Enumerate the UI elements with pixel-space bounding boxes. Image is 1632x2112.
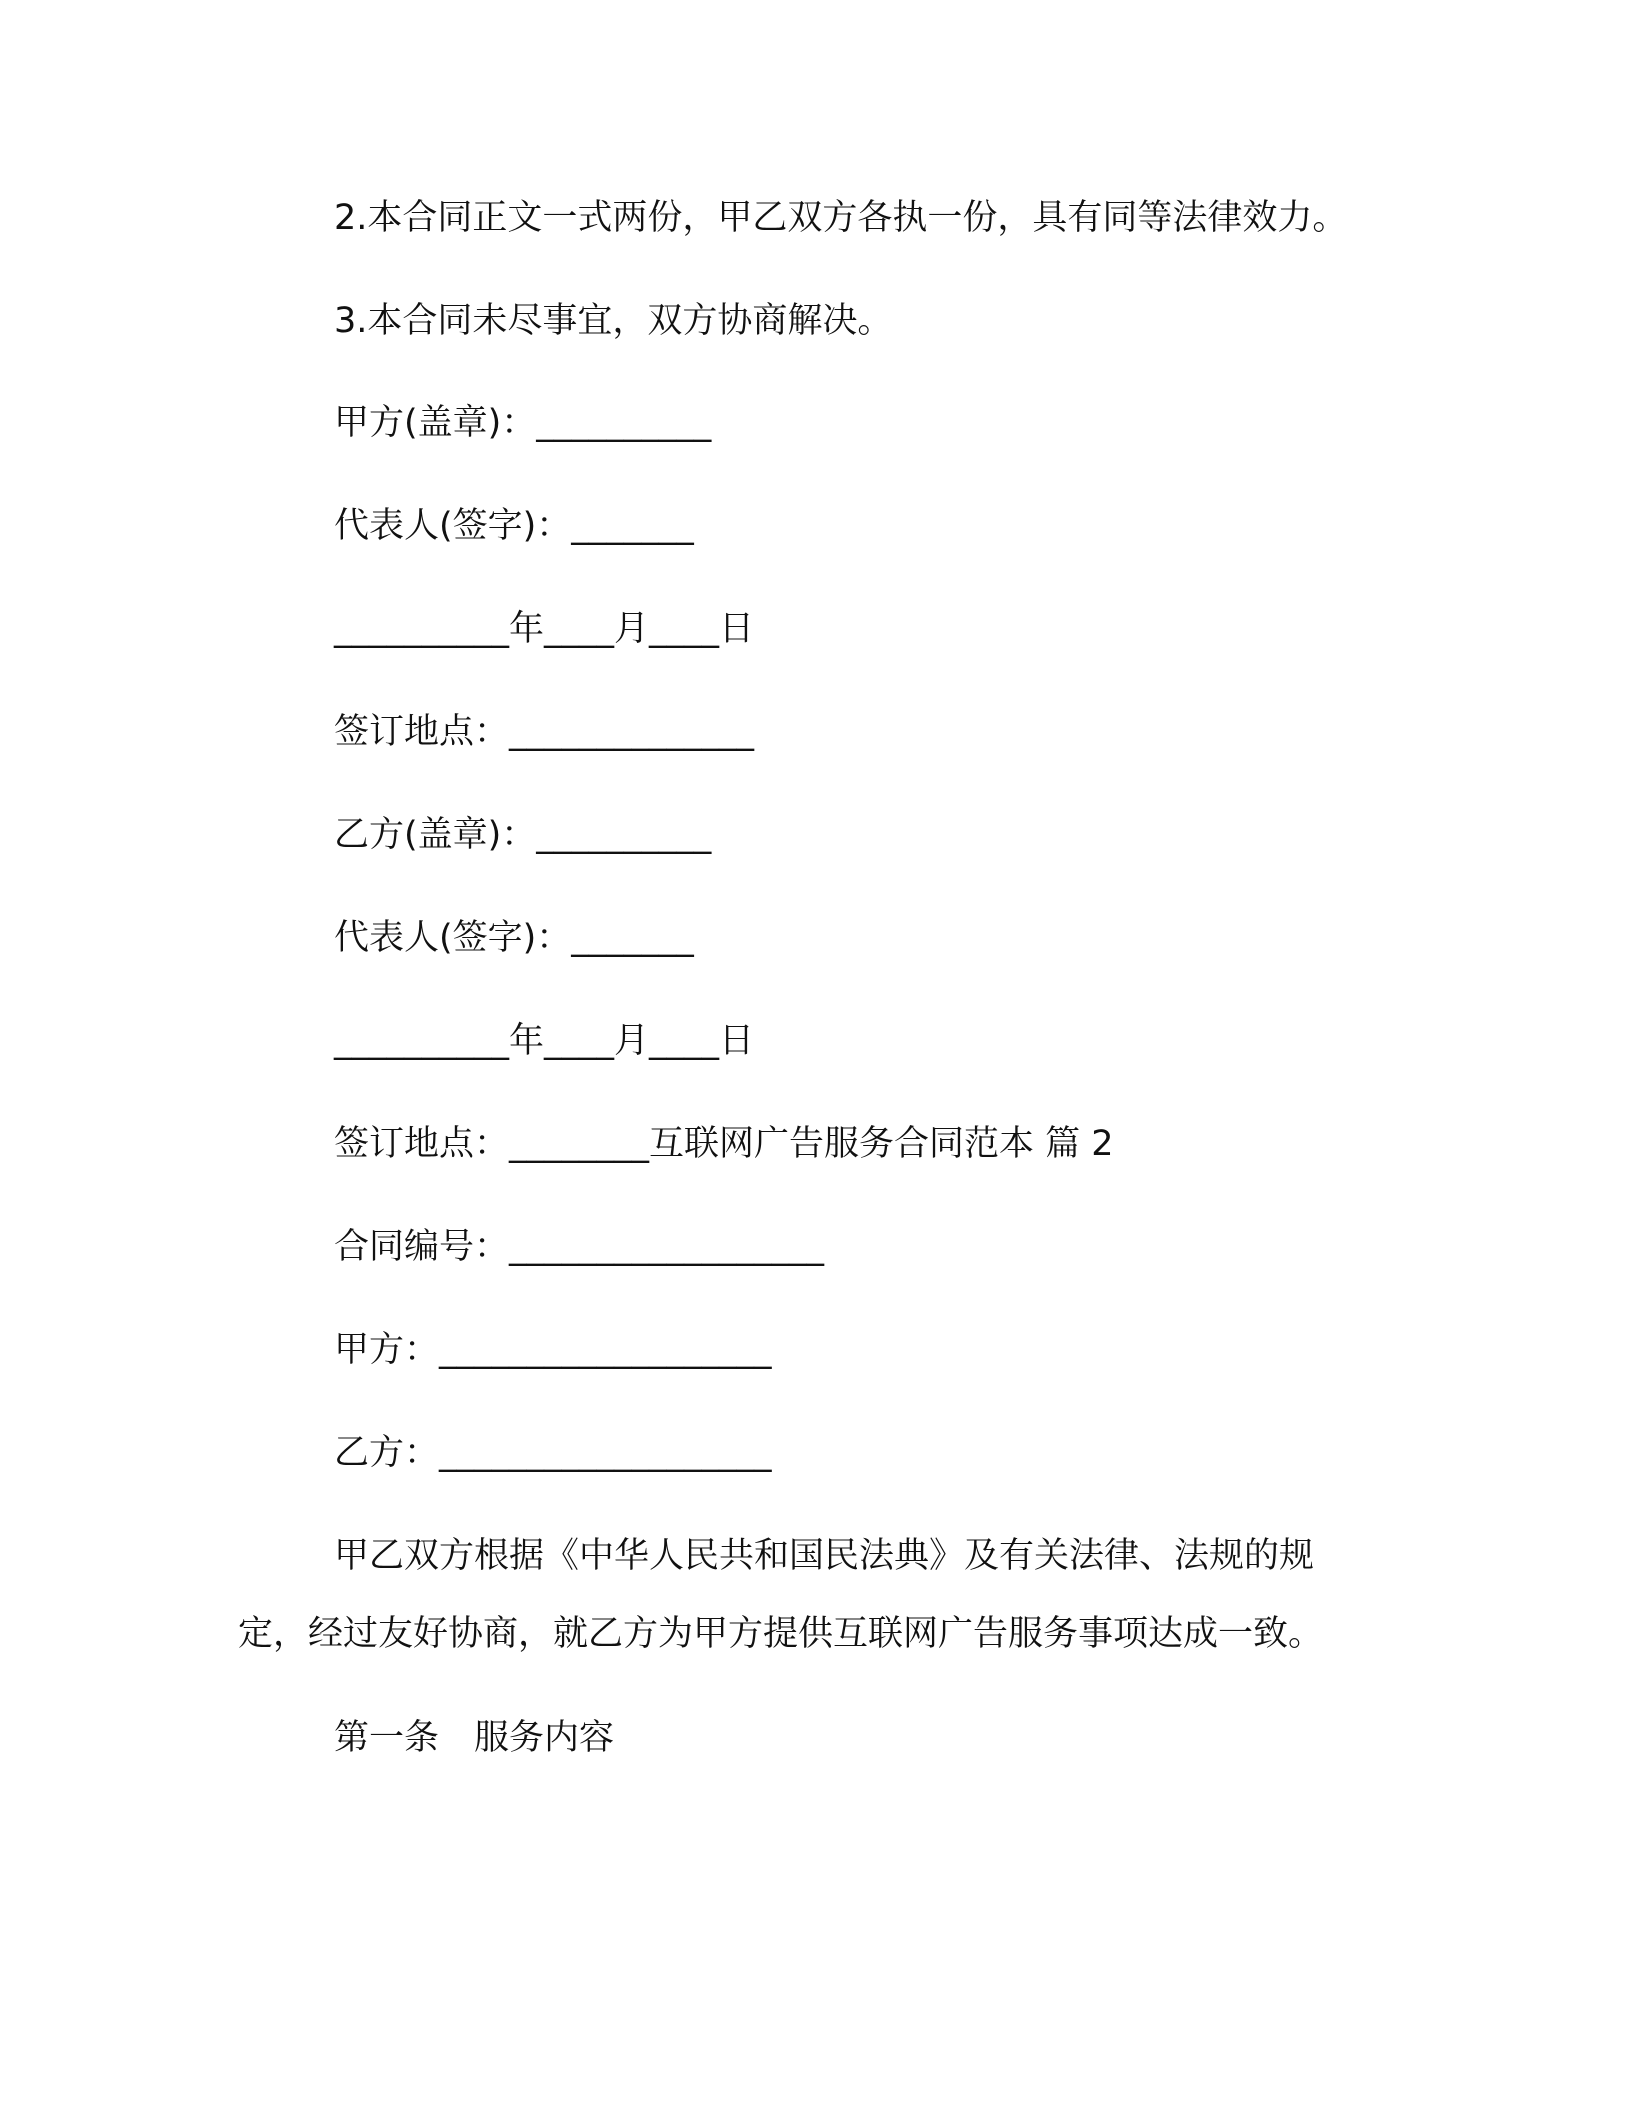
article-1-heading: 第一条 服务内容 xyxy=(334,1718,615,1758)
party-a-representative-line: 代表人(签字)：_______ xyxy=(334,506,694,546)
contract-number-line: 合同编号：__________________ xyxy=(334,1227,825,1267)
party-b-representative-line: 代表人(签字)：_______ xyxy=(334,918,694,958)
party-b-line: 乙方：___________________ xyxy=(334,1433,772,1473)
clause-2: 2.本合同正文一式两份，甲乙双方各执一份，具有同等法律效力。 xyxy=(334,198,1348,238)
party-a-date-line: __________年____月____日 xyxy=(334,609,755,649)
preamble-line-2: 定，经过友好协商，就乙方为甲方提供互联网广告服务事项达成一致。 xyxy=(238,1614,1324,1654)
party-b-date-line: __________年____月____日 xyxy=(334,1021,755,1061)
party-a-line: 甲方：___________________ xyxy=(334,1330,772,1370)
party-a-seal-line: 甲方(盖章)：__________ xyxy=(334,403,712,443)
party-a-location-line: 签订地点：______________ xyxy=(334,712,755,752)
location-and-contract-title-line: 签订地点：________互联网广告服务合同范本 篇 2 xyxy=(334,1124,1114,1164)
party-b-seal-line: 乙方(盖章)：__________ xyxy=(334,815,712,855)
clause-3: 3.本合同未尽事宜，双方协商解决。 xyxy=(334,301,893,341)
preamble-line-1: 甲乙双方根据《中华人民共和国民法典》及有关法律、法规的规 xyxy=(334,1536,1315,1576)
